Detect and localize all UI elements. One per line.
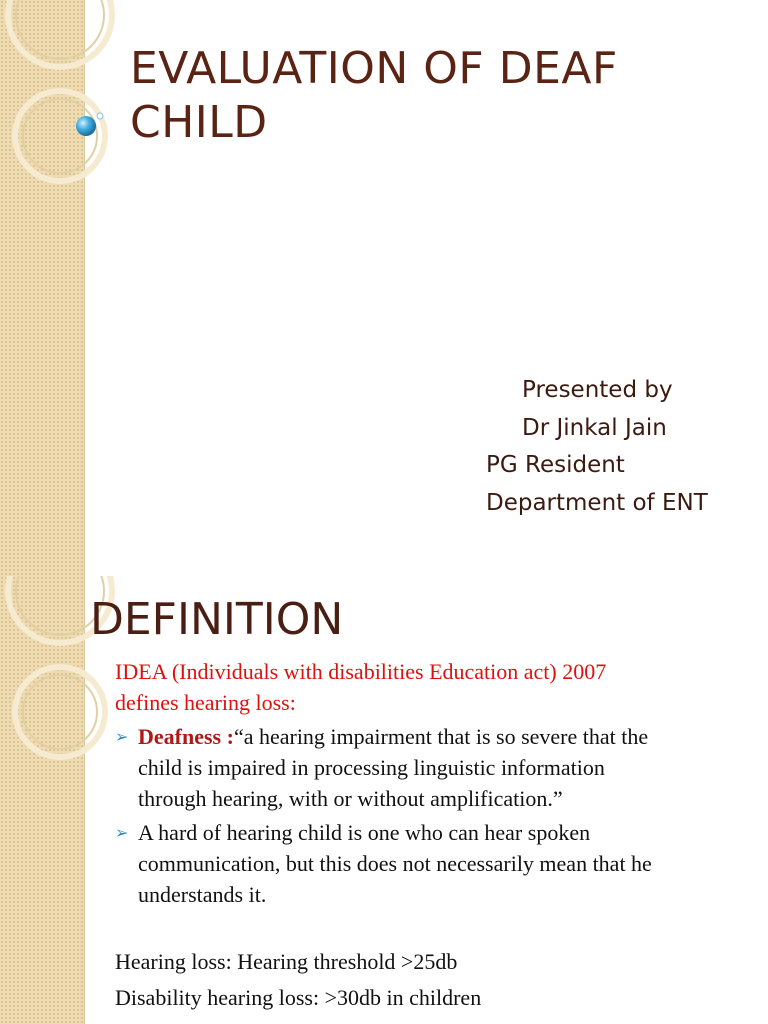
arrow-bullet-icon: ➢: [115, 823, 129, 842]
bullet-item: [115, 817, 755, 910]
bubble-decoration: [70, 108, 110, 142]
bullet-text: A hard of hearing child is one who can hear spoken: [138, 820, 591, 845]
intro-line: IDEA (Individuals with disabilities Education act) 2007: [115, 659, 607, 684]
decorative-sidebar: [0, 0, 85, 576]
intro-line: defines hearing loss:: [115, 690, 296, 715]
bullet-text: child is impaired in processing linguistic information: [138, 755, 605, 780]
presenter-block: [486, 372, 764, 522]
bullet-text: “a hearing impairment that is so severe that the: [233, 724, 649, 749]
bullet-text: communication, but this does not necessarily mean that he: [138, 851, 652, 876]
arrow-bullet-icon: ➢: [115, 727, 129, 746]
presenter-line: Presented by: [522, 377, 673, 403]
presenter-role: PG Resident: [486, 452, 625, 478]
title-line-2: CHILD: [130, 97, 268, 148]
title-line-1: EVALUATION OF DEAF: [130, 43, 618, 94]
bullet-text: understands it.: [138, 882, 267, 907]
bullet-text: through hearing, with or without amplification.”: [138, 786, 563, 811]
definition-slide: [0, 576, 768, 1024]
intro-text: [115, 656, 755, 718]
presenter-department: Department of ENT: [486, 489, 708, 516]
page-title: [130, 42, 730, 150]
fact-line: Hearing loss: Hearing threshold >25db: [115, 949, 458, 974]
circle-ornament: [0, 0, 130, 576]
presenter-name: Dr Jinkal Jain: [522, 414, 667, 441]
fact-line: Disability hearing loss: >30db in children: [115, 985, 482, 1010]
term-label: Deafness :: [138, 724, 234, 749]
slide-body: [115, 656, 755, 1013]
decorative-sidebar: [0, 576, 85, 1024]
section-heading: DEFINITION: [90, 594, 344, 645]
bullet-item: [115, 721, 755, 814]
